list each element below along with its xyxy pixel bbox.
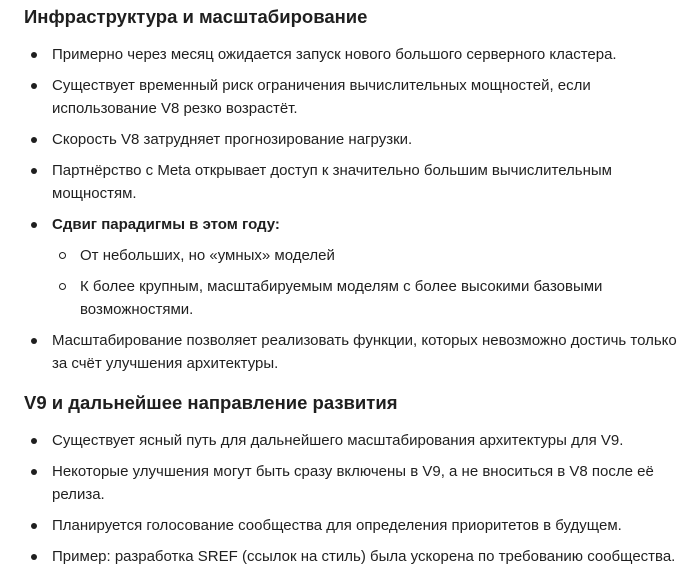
list-item-text: Партнёрство с Meta открывает доступ к значительно большим вычислительным мощностям. (52, 162, 612, 202)
list-item-text: Существует ясный путь для дальнейшего масштабирования архитектуры для V9. (52, 432, 624, 449)
list-item-paradigm-shift (24, 213, 684, 321)
hollow-bullet-icon (59, 252, 66, 259)
hollow-bullet-icon (59, 283, 66, 290)
list-item-text: Пример: разработка SREF (ссылок на стиль) была ускорена по требованию сообщества. (52, 548, 676, 565)
paradigm-shift-sublist (52, 244, 684, 321)
sub-list-item (52, 244, 684, 267)
list-item (24, 514, 684, 537)
list-item (24, 329, 684, 375)
bullet-icon (31, 137, 37, 143)
bullet-icon (31, 469, 37, 475)
sub-list-item (52, 275, 684, 321)
list-item-text: Сдвиг парадигмы в этом году: (52, 216, 280, 233)
list-item (24, 429, 684, 452)
list-item-text: Некоторые улучшения могут быть сразу включены в V9, а не вноситься в V8 после её релиза. (52, 463, 654, 503)
sub-list-item-text: К более крупным, масштабируемым моделям с более высокими базовыми возможностями. (80, 278, 603, 318)
list-item-text: Скорость V8 затрудняет прогнозирование нагрузки. (52, 131, 413, 148)
bullet-icon (31, 338, 37, 344)
list-item (24, 460, 684, 506)
list-item (24, 74, 684, 120)
list-item (24, 545, 684, 568)
list-item-text: Примерно через месяц ожидается запуск нового большого серверного кластера. (52, 46, 617, 63)
section-heading-infrastructure: Инфраструктура и масштабирование (24, 6, 368, 27)
bullet-icon (31, 438, 37, 444)
list-item (24, 159, 684, 205)
list-item-text: Масштабирование позволяет реализовать функции, которых невозможно достичь только за счёт улучшения архитектуры. (52, 332, 677, 372)
sub-list-item-text: От небольших, но «умных» моделей (80, 247, 335, 264)
infrastructure-list (24, 43, 684, 383)
v9-list (24, 429, 684, 576)
bullet-icon (31, 554, 37, 560)
bullet-icon (31, 222, 37, 228)
list-item (24, 128, 684, 151)
bullet-icon (31, 83, 37, 89)
list-item-text: Планируется голосование сообщества для определения приоритетов в будущем. (52, 517, 622, 534)
section-heading-v9: V9 и дальнейшее направление развития (24, 392, 398, 413)
list-item (24, 43, 684, 66)
bullet-icon (31, 523, 37, 529)
bullet-icon (31, 52, 37, 58)
bullet-icon (31, 168, 37, 174)
list-item-text: Существует временный риск ограничения вычислительных мощностей, если использование V8 резко возрастёт. (52, 77, 591, 117)
